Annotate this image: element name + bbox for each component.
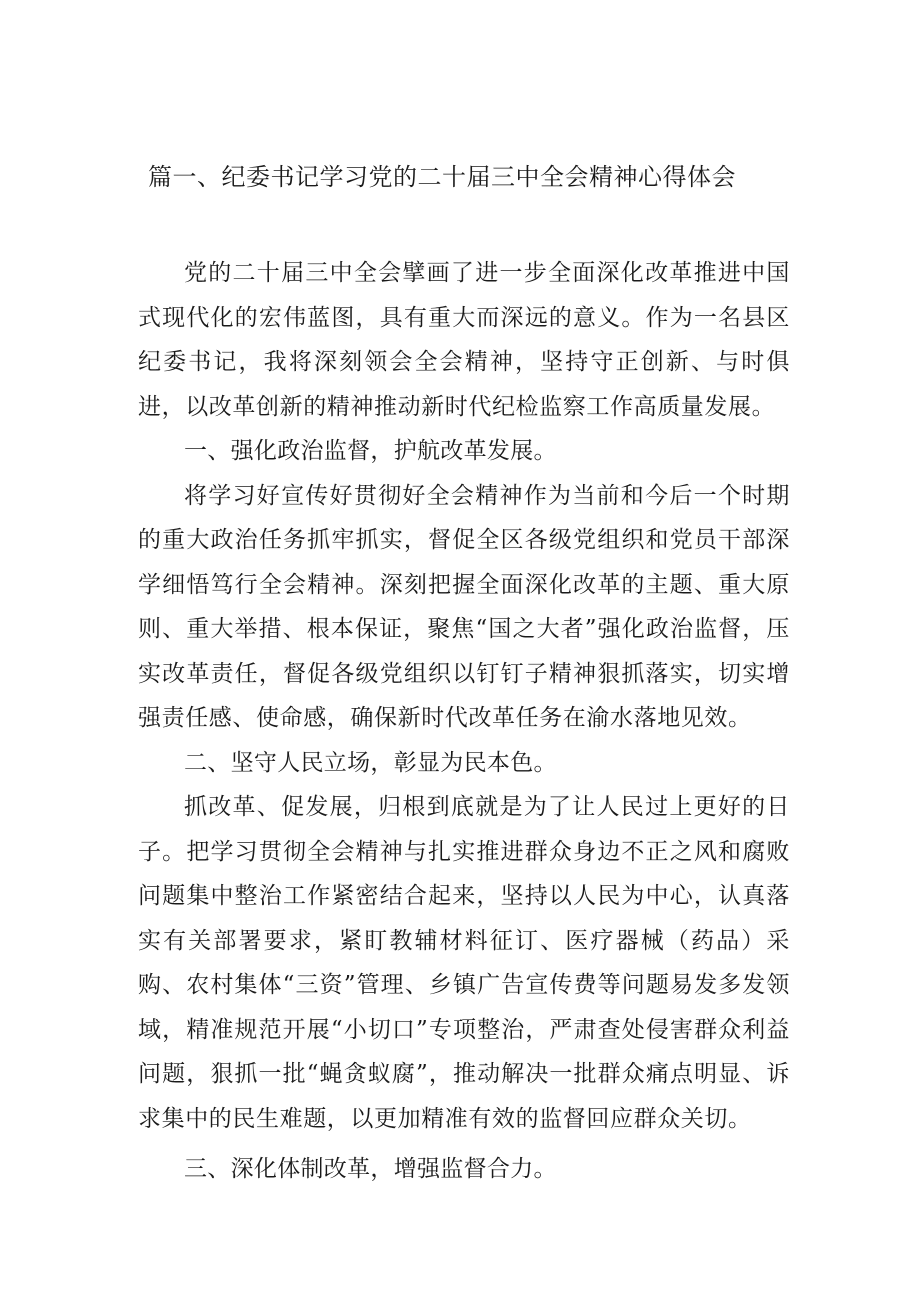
document-body — [138, 251, 790, 1192]
section-body-1: 将学习好宣传好贯彻好全会精神作为当前和今后一个时期的重大政治任务抓牢抓实，督促全区各级党组织和党员干部深学细悟笃行全会精神。深刻把握全面深化改革的主题、重大原则、重大举措、根本保证，聚焦“国之大者”强化政治监督，压实改革责任，督促各级党组织以钉钉子精神狠抓落实，切实增强责任感、使命感，确保新时代改革任务在渝水落地见效。 — [138, 482, 790, 731]
section-heading-3: 三、深化体制改革，增强监督合力。 — [184, 1156, 557, 1182]
document-title: 篇一、纪委书记学习党的二十届三中全会精神心得体会 — [148, 163, 736, 191]
section-body-2: 抓改革、促发展，归根到底就是为了让人民过上更好的日子。把学习贯彻全会精神与扎实推进群众身边不正之风和腐败问题集中整治工作紧密结合起来，坚持以人民为中心，认真落实有关部署要求，紧盯教辅材料征订、医疗器械（药品）采购、农村集体“三资”管理、乡镇广告宣传费等问题易发多发领域，精准规范开展“小切口”专项整治，严肃查处侵害群众利益问题，狠抓一批“蝇贪蚁腐”，推动解决一批群众痛点明显、诉求集中的民生难题，以更加精准有效的监督回应群众关切。 — [138, 794, 790, 1132]
section-heading-2: 二、坚守人民立场，彰显为民本色。 — [184, 749, 557, 776]
intro-paragraph: 党的二十届三中全会擘画了进一步全面深化改革推进中国式现代化的宏伟蓝图，具有重大而深远的意义。作为一名县区纪委书记，我将深刻领会全会精神，坚持守正创新、与时俱进，以改革创新的精神推动新时代纪检监察工作高质量发展。 — [138, 260, 790, 420]
section-heading-1: 一、强化政治监督，护航改革发展。 — [184, 438, 557, 464]
